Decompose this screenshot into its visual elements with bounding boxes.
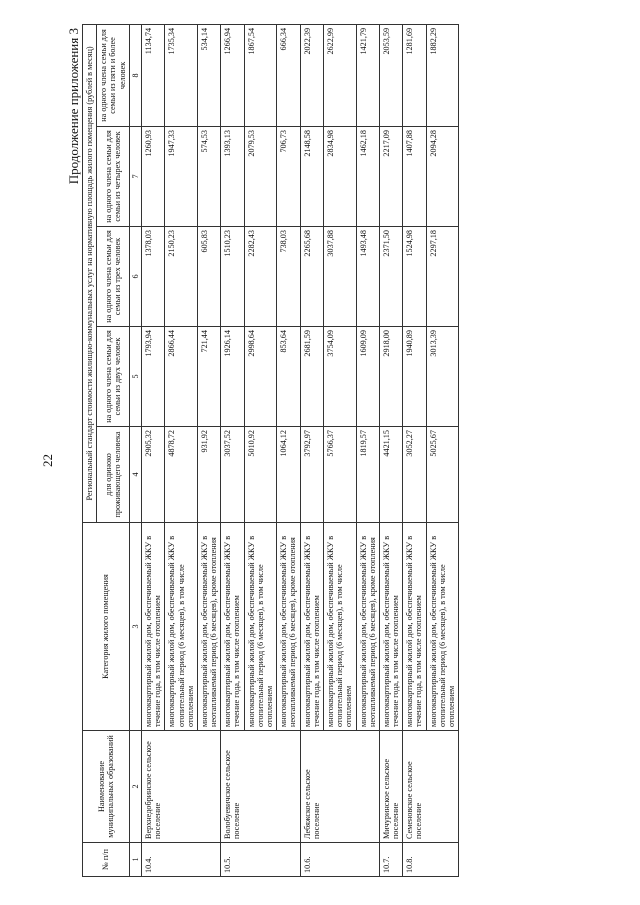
- column-index-cell: 4: [129, 427, 141, 523]
- header-num: № п/п: [83, 843, 130, 877]
- table-row: [403, 24, 426, 876]
- header-sub: на одного члена семьи для семьи из трех человек: [97, 227, 130, 327]
- cost-value: 2150,23: [165, 227, 198, 327]
- cost-value: 4878,72: [165, 427, 198, 523]
- cost-value: 2622,99: [323, 24, 356, 126]
- cost-value: 2282,43: [244, 227, 277, 327]
- cost-value: 738,03: [277, 227, 300, 327]
- cost-value: 1793,94: [141, 327, 164, 427]
- housing-category: многоквартирный жилой дом, обеспечиваемый ЖКУ в течение года, в том числе отоплением: [300, 523, 323, 731]
- header-sub: для одиноко проживающего человека: [97, 427, 130, 523]
- header-category: Категория жилого помещения: [83, 523, 130, 731]
- cost-value: 3037,88: [323, 227, 356, 327]
- table-row: [141, 24, 164, 876]
- cost-value: 1134,74: [141, 24, 164, 126]
- housing-category: многоквартирный жилой дом, обеспечиваемый ЖКУ в неотапливаемый период (6 месяцев), кроме отопления: [277, 523, 300, 731]
- cost-value: 2834,98: [323, 127, 356, 227]
- cost-value: 1510,23: [221, 227, 244, 327]
- cost-value: 1064,12: [277, 427, 300, 523]
- cost-value: 5010,92: [244, 427, 277, 523]
- cost-value: 1260,93: [141, 127, 164, 227]
- cost-value: 853,64: [277, 327, 300, 427]
- cost-value: 2217,09: [379, 127, 402, 227]
- table-row: [379, 24, 402, 876]
- municipality-name: Мичуринское сельское поселение: [379, 731, 402, 843]
- header-municipality: Наименование муниципальных образований: [83, 731, 130, 843]
- cost-value: 605,83: [197, 227, 220, 327]
- column-index-cell: 1: [129, 843, 141, 877]
- table-row: [221, 24, 244, 876]
- cost-value: 721,44: [197, 327, 220, 427]
- column-index-cell: 7: [129, 127, 141, 227]
- cost-value: 5025,67: [426, 427, 459, 523]
- page-number: 22: [40, 454, 55, 467]
- cost-value: 2866,44: [165, 327, 198, 427]
- column-index-cell: 2: [129, 731, 141, 843]
- cost-value: 1940,89: [403, 327, 426, 427]
- cost-value: 1393,13: [221, 127, 244, 227]
- cost-value: 1867,54: [244, 24, 277, 126]
- cost-value: 3037,52: [221, 427, 244, 523]
- cost-value: 1462,18: [356, 127, 379, 227]
- municipality-name: Волобуевичское сельское поселение: [221, 731, 300, 843]
- cost-value: 2148,58: [300, 127, 323, 227]
- column-index-cell: 3: [129, 523, 141, 731]
- housing-category: многоквартирный жилой дом, обеспечиваемый ЖКУ в течение года, в том числе отоплением: [403, 523, 426, 731]
- cost-value: 2053,59: [379, 24, 402, 126]
- header-standard: Региональный стандарт стоимости жилищно-коммунальных услуг на нормативную площадь жилого помещения (рублей в месяц): [83, 24, 97, 522]
- cost-value: 2918,00: [379, 327, 402, 427]
- header-sub: на одного члена семьи для семьи из пяти и более человек: [97, 24, 130, 126]
- housing-category: многоквартирный жилой дом, обеспечиваемый ЖКУ в неотапливаемый период (6 месяцев), кроме отопления: [356, 523, 379, 731]
- housing-category: многоквартирный жилой дом, обеспечиваемый ЖКУ в отопительный период (6 месяцев), в том числе отоплением: [244, 523, 277, 731]
- cost-value: 574,53: [197, 127, 220, 227]
- cost-value: 1524,98: [403, 227, 426, 327]
- housing-category: многоквартирный жилой дом, обеспечиваемый ЖКУ в отопительный период (6 месяцев), в том числе отоплением: [323, 523, 356, 731]
- row-number: 10.5.: [221, 843, 300, 877]
- cost-value: 3052,27: [403, 427, 426, 523]
- cost-standard-table: [82, 24, 459, 877]
- cost-value: 2079,53: [244, 127, 277, 227]
- row-number: 10.4.: [141, 843, 220, 877]
- cost-value: 1378,03: [141, 227, 164, 327]
- cost-value: 1819,57: [356, 427, 379, 523]
- municipality-name: Лебяжское сельское поселение: [300, 731, 379, 843]
- municipality-name: Семеновское сельское поселение: [403, 731, 459, 843]
- column-index-row: [129, 24, 141, 876]
- housing-category: многоквартирный жилой дом, обеспечиваемый ЖКУ в течение года, в том числе отоплением: [141, 523, 164, 731]
- cost-value: 2998,64: [244, 327, 277, 427]
- table-row: [300, 24, 323, 876]
- cost-value: 4421,15: [379, 427, 402, 523]
- row-number: 10.7.: [379, 843, 402, 877]
- cost-value: 1926,14: [221, 327, 244, 427]
- cost-value: 1421,79: [356, 24, 379, 126]
- cost-value: 2265,68: [300, 227, 323, 327]
- cost-value: 1266,94: [221, 24, 244, 126]
- housing-category: многоквартирный жилой дом, обеспечиваемый ЖКУ в отопительный период (6 месяцев), в том числе отоплением: [426, 523, 459, 731]
- header-sub: на одного члена семьи для семьи из четырех человек: [97, 127, 130, 227]
- column-index-cell: 8: [129, 24, 141, 126]
- cost-value: 2905,32: [141, 427, 164, 523]
- cost-value: 3792,97: [300, 427, 323, 523]
- column-index-cell: 5: [129, 327, 141, 427]
- cost-value: 5766,37: [323, 427, 356, 523]
- housing-category: многоквартирный жилой дом, обеспечиваемый ЖКУ в отопительный период (6 месяцев), в том числе отоплением: [165, 523, 198, 731]
- cost-value: 1609,09: [356, 327, 379, 427]
- housing-category: многоквартирный жилой дом, обеспечиваемый ЖКУ в течение года, в том числе отоплением: [221, 523, 244, 731]
- cost-value: 1882,29: [426, 24, 459, 126]
- cost-value: 2297,18: [426, 227, 459, 327]
- cost-value: 1735,34: [165, 24, 198, 126]
- column-index-cell: 6: [129, 227, 141, 327]
- appendix-label: Продолжение приложения 3: [66, 28, 81, 185]
- table-body: [141, 24, 458, 876]
- cost-value: 3754,09: [323, 327, 356, 427]
- housing-category: многоквартирный жилой дом, обеспечиваемый ЖКУ в течение года, в том числе отоплением: [379, 523, 402, 731]
- cost-value: 534,14: [197, 24, 220, 126]
- municipality-name: Верхнедобринское сельское поселение: [141, 731, 220, 843]
- cost-value: 3013,39: [426, 327, 459, 427]
- row-number: 10.6.: [300, 843, 379, 877]
- cost-value: 706,73: [277, 127, 300, 227]
- cost-value: 2681,59: [300, 327, 323, 427]
- row-number: 10.8.: [403, 843, 459, 877]
- header-sub: на одного члена семьи для семьи из двух человек: [97, 327, 130, 427]
- cost-value: 2094,28: [426, 127, 459, 227]
- cost-value: 666,34: [277, 24, 300, 126]
- cost-value: 2371,50: [379, 227, 402, 327]
- cost-value: 1407,88: [403, 127, 426, 227]
- housing-category: многоквартирный жилой дом, обеспечиваемый ЖКУ в неотапливаемый период (6 месяцев), кроме отопления: [197, 523, 220, 731]
- cost-value: 2022,39: [300, 24, 323, 126]
- cost-value: 1947,33: [165, 127, 198, 227]
- cost-value: 1493,48: [356, 227, 379, 327]
- cost-value: 931,92: [197, 427, 220, 523]
- cost-value: 1281,69: [403, 24, 426, 126]
